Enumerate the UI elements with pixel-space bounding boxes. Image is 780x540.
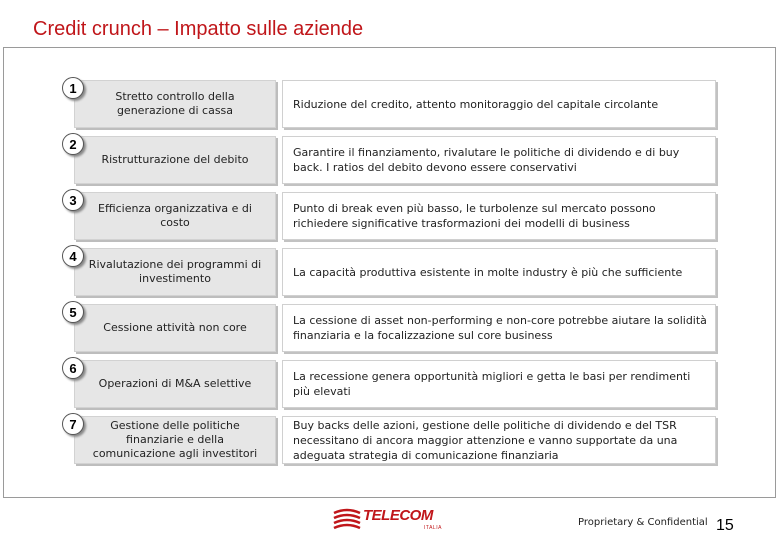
description-text: La recessione genera opportunità migliori e getta le basi per rendimenti più elevati (293, 370, 691, 398)
description-box (282, 416, 716, 464)
strategy-row (0, 248, 780, 296)
logo-text: TELECOM (363, 507, 433, 524)
action-box (74, 360, 276, 408)
strategy-row (0, 192, 780, 240)
logo-subtext: ITALIA (424, 525, 442, 531)
description-text: Buy backs delle azioni, gestione delle politiche di dividendo e del TSR necessitano di ancora maggior attenzione e vanno supportate da una adeguata strategia di comunicazione finanziaria (293, 418, 678, 462)
action-label: Efficienza organizzativa e di costo (98, 202, 252, 229)
step-number-badge: 5 (62, 301, 84, 323)
description-box (282, 80, 716, 128)
strategy-row (0, 360, 780, 408)
step-number-badge: 7 (62, 413, 84, 435)
description-text: Riduzione del credito, attento monitoraggio del capitale circolante (293, 97, 659, 111)
description-box (282, 248, 716, 296)
page-title: Credit crunch – Impatto sulle aziende (33, 18, 364, 40)
action-label: Cessione attività non core (103, 321, 247, 334)
description-text: La cessione di asset non-performing e non-core potrebbe aiutare la solidità finanziaria e la focalizzazione sul core business (293, 314, 707, 342)
action-label: Ristrutturazione del debito (101, 153, 249, 166)
strategy-row (0, 416, 780, 464)
action-label: Rivalutazione dei programmi di investimento (88, 258, 262, 285)
description-box (282, 304, 716, 352)
description-box (282, 192, 716, 240)
logo-stripes-icon (332, 508, 362, 530)
confidential-label: Proprietary & Confidential (578, 517, 708, 528)
step-number-badge: 3 (62, 189, 84, 211)
step-number-badge: 6 (62, 357, 84, 379)
step-number-badge: 4 (62, 245, 84, 267)
strategy-row (0, 80, 780, 128)
step-number-badge: 2 (62, 133, 84, 155)
action-label: Operazioni di M&A selettive (98, 377, 252, 390)
strategy-row (0, 136, 780, 184)
description-text: La capacità produttiva esistente in molte industry è più che sufficiente (293, 265, 683, 279)
action-box (74, 136, 276, 184)
action-box (74, 248, 276, 296)
action-box (74, 80, 276, 128)
step-number-badge: 1 (62, 77, 84, 99)
action-box (74, 304, 276, 352)
telecom-logo (332, 506, 452, 532)
description-text: Garantire il finanziamento, rivalutare le politiche di dividendo e di buy back. I ratios del debito devono essere conservativi (293, 146, 680, 174)
action-box (74, 192, 276, 240)
strategy-row (0, 304, 780, 352)
action-box (74, 416, 276, 464)
action-label: Gestione delle politiche finanziarie e della comunicazione agli investitori (92, 419, 258, 460)
description-text: Punto di break even più basso, le turbolenze sul mercato possono richiedere significative trasformazioni dei modelli di business (293, 202, 656, 230)
page-number: 15 (716, 517, 734, 534)
action-label: Stretto controllo della generazione di cassa (115, 90, 235, 117)
description-box (282, 360, 716, 408)
description-box (282, 136, 716, 184)
